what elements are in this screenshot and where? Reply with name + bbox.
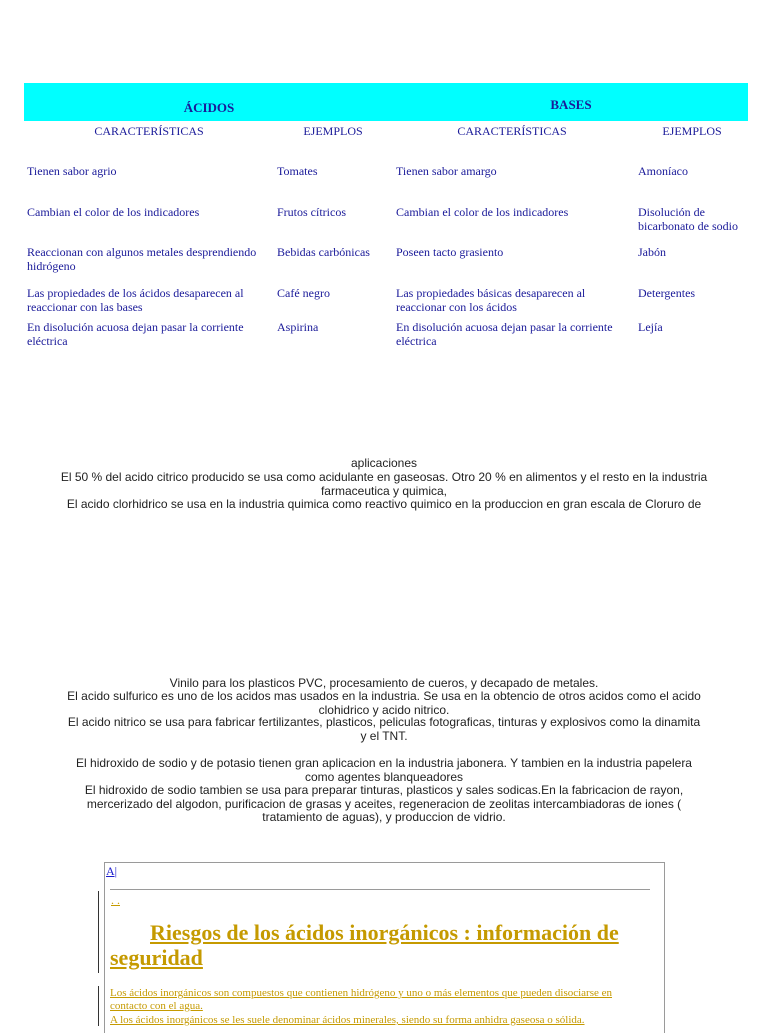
riesgos-title[interactable]: Riesgos de los ácidos inorgánicos : información de seguridad: [110, 920, 619, 970]
col-header-ejemplos-acidos: EJEMPLOS: [303, 124, 363, 138]
table-cell: Tienen sabor amargo: [396, 164, 497, 178]
aplicaciones-paragraph: El hidroxido de sodio tambien se usa para preparar tinturas, plasticos y sales sodicas.En la fabricacion de rayon, mercerizado del algodon, purificacion de grasas y aceites, regeneracion de zeolitas intercambiadoras de iones ( tratamiento de aguas), y produccion de vidrio.: [84, 783, 684, 824]
table-cell: Poseen tacto grasiento: [396, 245, 504, 259]
aplicaciones-heading: aplicaciones: [350, 456, 418, 470]
col-header-caracteristicas-bases: CARACTERÍSTICAS: [457, 124, 567, 138]
table-cell: Las propiedades de los ácidos desaparecen al reaccionar con las bases: [27, 286, 244, 314]
table-cell: Amoníaco: [638, 164, 688, 178]
box-link[interactable]: A|: [106, 864, 118, 878]
table-cell: Frutos cítricos: [277, 205, 346, 219]
riesgos-paragraph[interactable]: A los ácidos inorgánicos se les suele denominar ácidos minerales, siendo su forma anhidra gaseosa o sólida.: [110, 1014, 585, 1026]
left-bar: [98, 891, 99, 973]
aplicaciones-paragraph: El acido sulfurico es uno de los acidos mas usados en la industria. Se usa en la obtencio de otros acidos como el acido clohidrico y acido nitrico.: [67, 689, 701, 717]
acidos-header: ÁCIDOS: [183, 100, 235, 115]
table-cell: Las propiedades básicas desaparecen al reaccionar con los ácidos: [396, 286, 586, 314]
aplicaciones-paragraph: Vinilo para los plasticos PVC, procesamiento de cueros, y decapado de metales.: [169, 676, 599, 690]
divider: [110, 889, 650, 890]
table-cell: Tienen sabor agrio: [27, 164, 117, 178]
aplicaciones-paragraph: El 50 % del acido citrico producido se usa como acidulante en gaseosas. Otro 20 % en alimentos y el resto en la industria farmaceutica y quimica,: [60, 470, 708, 498]
table-cell: Aspirina: [277, 320, 319, 334]
table-cell: Cambian el color de los indicadores: [27, 205, 200, 219]
table-cell: Bebidas carbónicas: [277, 245, 370, 259]
dots-link[interactable]: . .: [111, 893, 120, 907]
aplicaciones-paragraph: El hidroxido de sodio y de potasio tienen gran aplicacion en la industria jabonera. Y tambien en la industria papelera como agentes blanqueadores: [76, 756, 692, 784]
table-cell: Jabón: [638, 245, 666, 259]
table-cell: Café negro: [277, 286, 330, 300]
table-cell: Disolución de bicarbonato de sodio: [638, 205, 738, 233]
table-cell: En disolución acuosa dejan pasar la corriente eléctrica: [396, 320, 613, 348]
bases-header: BASES: [550, 97, 592, 112]
col-header-caracteristicas-acidos: CARACTERÍSTICAS: [94, 124, 204, 138]
table-cell: En disolución acuosa dejan pasar la corriente eléctrica: [27, 320, 244, 348]
aplicaciones-paragraph: El acido clorhidrico se usa en la industria quimica como reactivo quimico en la produccion en gran escala de Cloruro de: [66, 497, 702, 511]
aplicaciones-paragraph: El acido nitrico se usa para fabricar fertilizantes, plasticos, peliculas fotograficas, tinturas y explosivos como la dinamita y el TNT.: [67, 715, 701, 743]
riesgos-paragraph[interactable]: Los ácidos inorgánicos son compuestos que contienen hidrógeno y uno o más elementos que pueden disociarse en contacto con el agua.: [110, 987, 613, 1012]
table-cell: Detergentes: [638, 286, 696, 300]
table-cell: Cambian el color de los indicadores: [396, 205, 569, 219]
table-cell: Lejía: [638, 320, 663, 334]
left-bar: [98, 986, 99, 1026]
table-cell: Reaccionan con algunos metales desprendiendo hidrógeno: [27, 245, 257, 273]
table-cell: Tomates: [277, 164, 318, 178]
col-header-ejemplos-bases: EJEMPLOS: [662, 124, 722, 138]
